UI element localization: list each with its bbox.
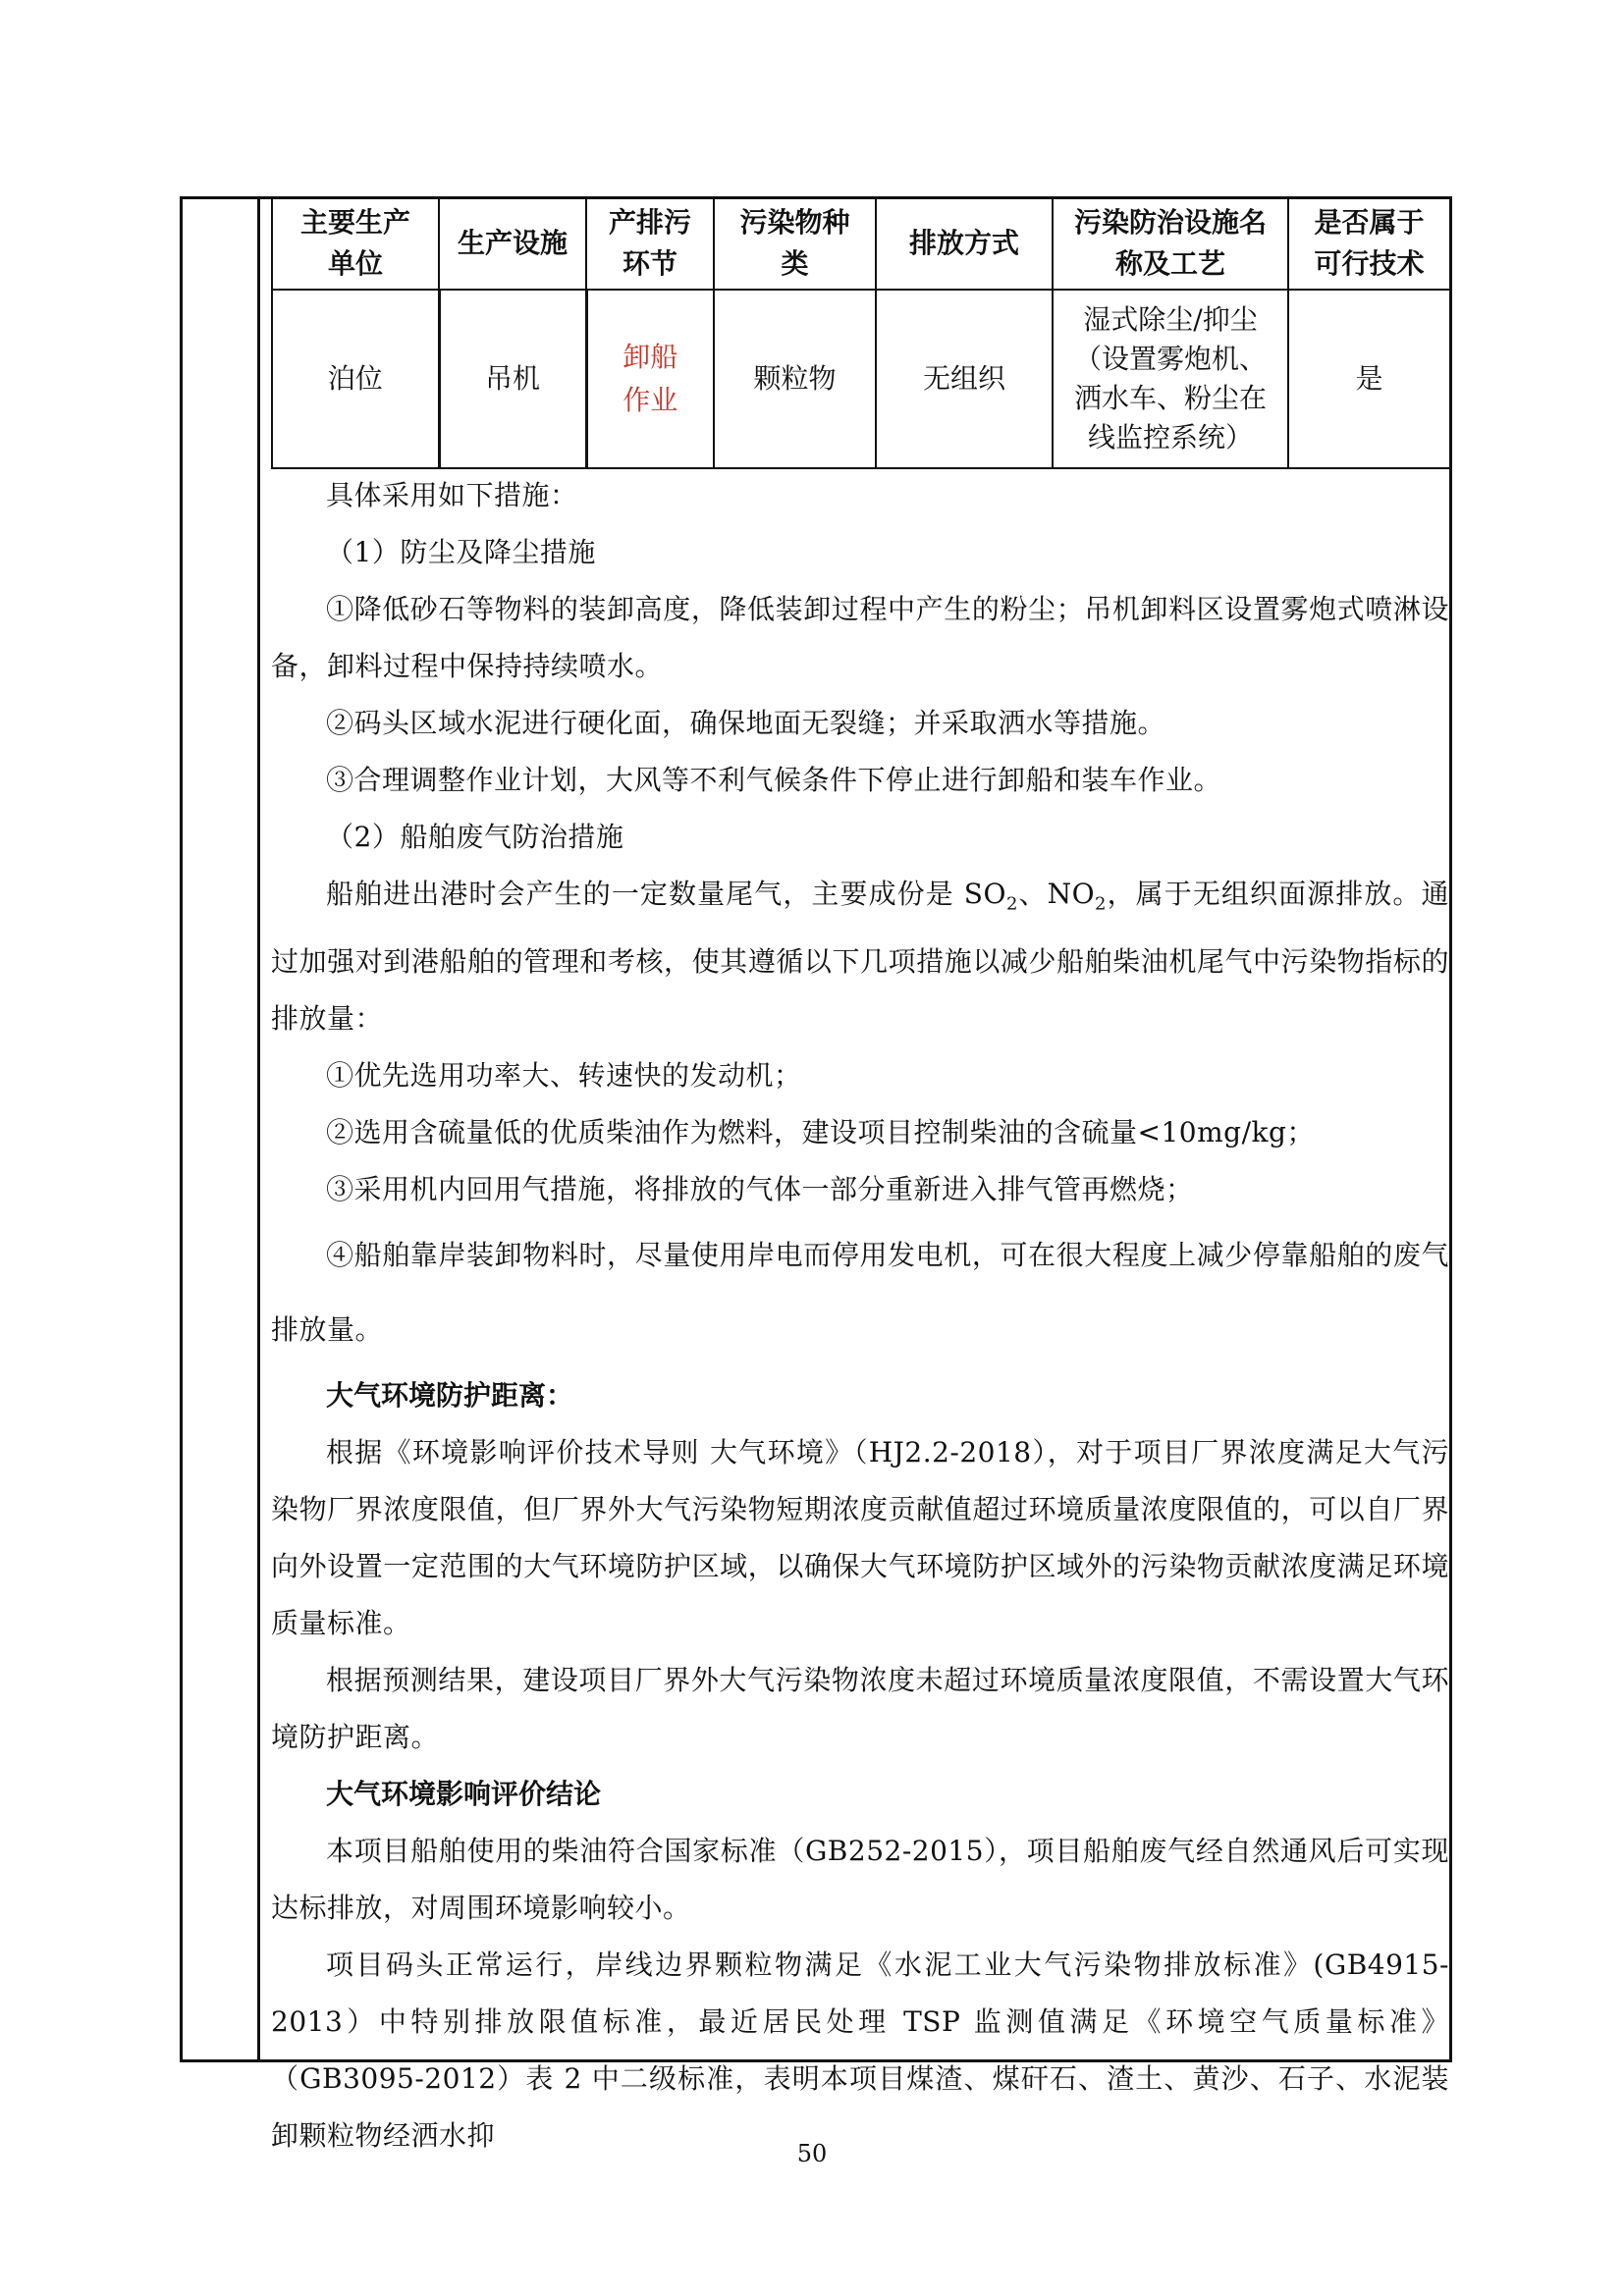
paragraph: 根据《环境影响评价技术导则 大气环境》（HJ2.2-2018），对于项目厂界浓度满足大气污染物厂界浓度限值，但厂界外大气污染物短期浓度贡献值超过环境质量浓度限值的，可以自厂界向外设置一定范围的大气环境防护区域，以确保大气环境防护区域外的污染物贡献浓度满足环境质量标准。 (271, 1435, 1449, 1639)
page-number: 50 (796, 2140, 828, 2167)
cell-pollutant: 颗粒物 (714, 290, 876, 468)
paragraph: ②码头区域水泥进行硬化面，确保地面无裂缝；并采取洒水等措施。 (326, 707, 1166, 739)
paragraph: 根据预测结果，建设项目厂界外大气污染物浓度未超过环境质量浓度限值，不需设置大气环境防护距离。 (271, 1663, 1449, 1753)
left-column-divider (257, 196, 260, 2062)
paragraph: ③合理调整作业计划，大风等不利气候条件下停止进行卸船和装车作业。 (326, 764, 1222, 796)
paragraph: ④船舶靠岸装卸物料时，尽量使用岸电而停用发电机，可在很大程度上减少停靠船舶的废气排放量。 (271, 1238, 1449, 1346)
header-pollutant: 污染物种 类 (714, 197, 876, 290)
section-heading: 大气环境影响评价结论 (326, 1777, 602, 1810)
header-link: 产排污 环节 (586, 197, 714, 290)
cell-link: 卸船 作业 (586, 290, 714, 468)
cell-feasible: 是 (1288, 290, 1450, 468)
header-method: 排放方式 (876, 197, 1053, 290)
section-heading: 大气环境防护距离： (326, 1378, 574, 1412)
paragraph: 具体采用如下措施： (326, 479, 578, 511)
cell-measure: 湿式除尘/抑尘 （设置雾炮机、 洒水车、粉尘在 线监控系统） (1053, 290, 1288, 468)
cell-method: 无组织 (876, 290, 1053, 468)
cell-unit: 泊位 (272, 290, 439, 468)
paragraph: （1）防尘及降尘措施 (326, 536, 596, 568)
header-feasible: 是否属于 可行技术 (1288, 197, 1450, 290)
table-row (272, 290, 1450, 468)
paragraph: （2）船舶废气防治措施 (326, 821, 624, 853)
paragraph: ①优先选用功率大、转速快的发动机； (326, 1058, 802, 1092)
paragraph: ②选用含硫量低的优质柴油作为燃料，建设项目控制柴油的含硫量<10mg/kg； (326, 1115, 1315, 1148)
paragraph: 本项目船舶使用的柴油符合国家标准（GB252-2015），项目船舶废气经自然通风后可实现达标排放，对周围环境影响较小。 (271, 1834, 1449, 1924)
table-header-row (272, 197, 1450, 290)
cell-facility: 吊机 (439, 290, 586, 468)
header-measure: 污染防治设施名 称及工艺 (1053, 197, 1288, 290)
header-unit: 主要生产 单位 (272, 197, 439, 290)
paragraph: ③采用机内回用气措施，将排放的气体一部分重新进入排气管再燃烧； (326, 1172, 1194, 1205)
paragraph: 项目码头正常运行，岸线边界颗粒物满足《水泥工业大气污染物排放标准》(GB4915-2013）中特别排放限值标准，最近居民处理 TSP 监测值满足《环境空气质量标准》（GB3095-2012）表 2 中二级标准，表明本项目煤渣、煤矸石、渣土、黄沙、石子、水泥装卸颗粒物经洒水抑 (271, 1948, 1449, 2152)
header-facility: 生产设施 (439, 197, 586, 290)
body-text (271, 467, 1449, 2164)
paragraph: ①降低砂石等物料的装卸高度，降低装卸过程中产生的粉尘；吊机卸料区设置雾炮式喷淋设备，卸料过程中保持持续喷水。 (271, 593, 1449, 682)
paragraph-emissions: 船舶进出港时会产生的一定数量尾气，主要成份是 $SO_2$、$NO_2$，属于无组织面源排放。通过加强对到港船舶的管理和考核，使其遵循以下几项措施以减少船舶柴油机尾气中污染物指标的排放量： (271, 878, 1449, 1035)
measures-table (271, 196, 1451, 469)
